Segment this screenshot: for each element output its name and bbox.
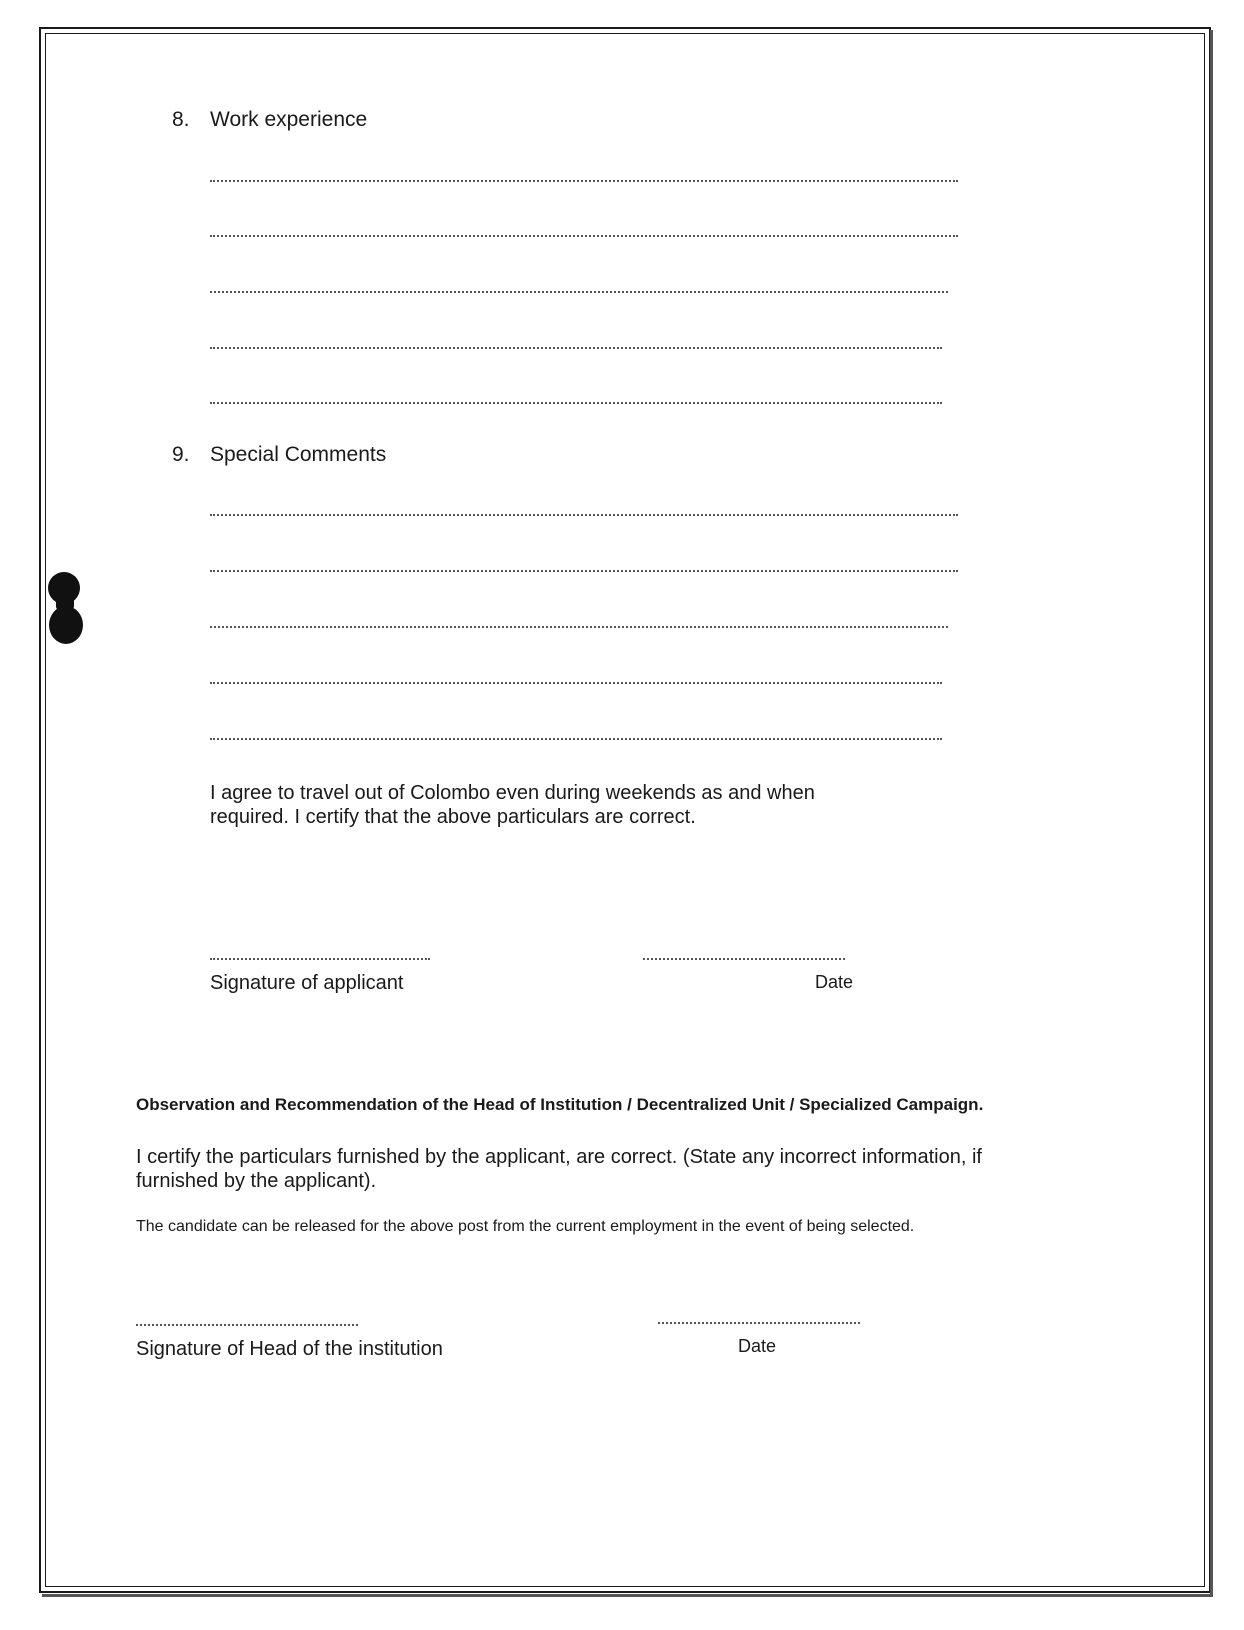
work-experience-line-2[interactable] xyxy=(210,235,958,237)
agreement-line-1: I agree to travel out of Colombo even during weekends as and when xyxy=(210,782,815,804)
work-experience-line-5[interactable] xyxy=(210,402,942,404)
section-number: 9. xyxy=(172,443,190,466)
special-comments-line-5[interactable] xyxy=(210,738,942,740)
work-experience-line-3[interactable] xyxy=(210,291,948,293)
applicant-date-line[interactable] xyxy=(643,958,845,960)
agreement-line-2: required. I certify that the above particulars are correct. xyxy=(210,806,696,828)
section-number: 8. xyxy=(172,108,190,131)
work-experience-heading xyxy=(172,108,367,132)
head-date-line[interactable] xyxy=(658,1322,860,1324)
special-comments-line-3[interactable] xyxy=(210,626,948,628)
special-comments-line-4[interactable] xyxy=(210,682,942,684)
head-certify-line-1: I certify the particulars furnished by the applicant, are correct. (State any incorrect information, if xyxy=(136,1146,982,1168)
head-observation-heading: Observation and Recommendation of the Head of Institution / Decentralized Unit / Specialized Campaign. xyxy=(136,1095,984,1114)
punch-hole-bottom xyxy=(49,606,83,644)
page-border-shadow-right xyxy=(1210,30,1213,1596)
head-date-label: Date xyxy=(738,1336,777,1356)
head-signature-line[interactable] xyxy=(136,1324,358,1326)
special-comments-heading xyxy=(172,443,386,467)
applicant-signature-line[interactable] xyxy=(210,958,430,960)
page-border-shadow-bottom xyxy=(42,1594,1213,1597)
head-certify-line-2: furnished by the applicant). xyxy=(136,1170,377,1192)
release-statement: The candidate can be released for the above post from the current employment in the event of being selected. xyxy=(136,1218,915,1235)
applicant-signature-label: Signature of applicant xyxy=(210,972,404,994)
special-comments-line-2[interactable] xyxy=(210,570,958,572)
work-experience-line-1[interactable] xyxy=(210,180,958,182)
work-experience-line-4[interactable] xyxy=(210,347,942,349)
special-comments-line-1[interactable] xyxy=(210,514,958,516)
section-title: Work experience xyxy=(210,108,368,131)
head-signature-label: Signature of Head of the institution xyxy=(136,1338,443,1360)
section-title: Special Comments xyxy=(210,443,387,466)
applicant-date-label: Date xyxy=(815,972,854,992)
